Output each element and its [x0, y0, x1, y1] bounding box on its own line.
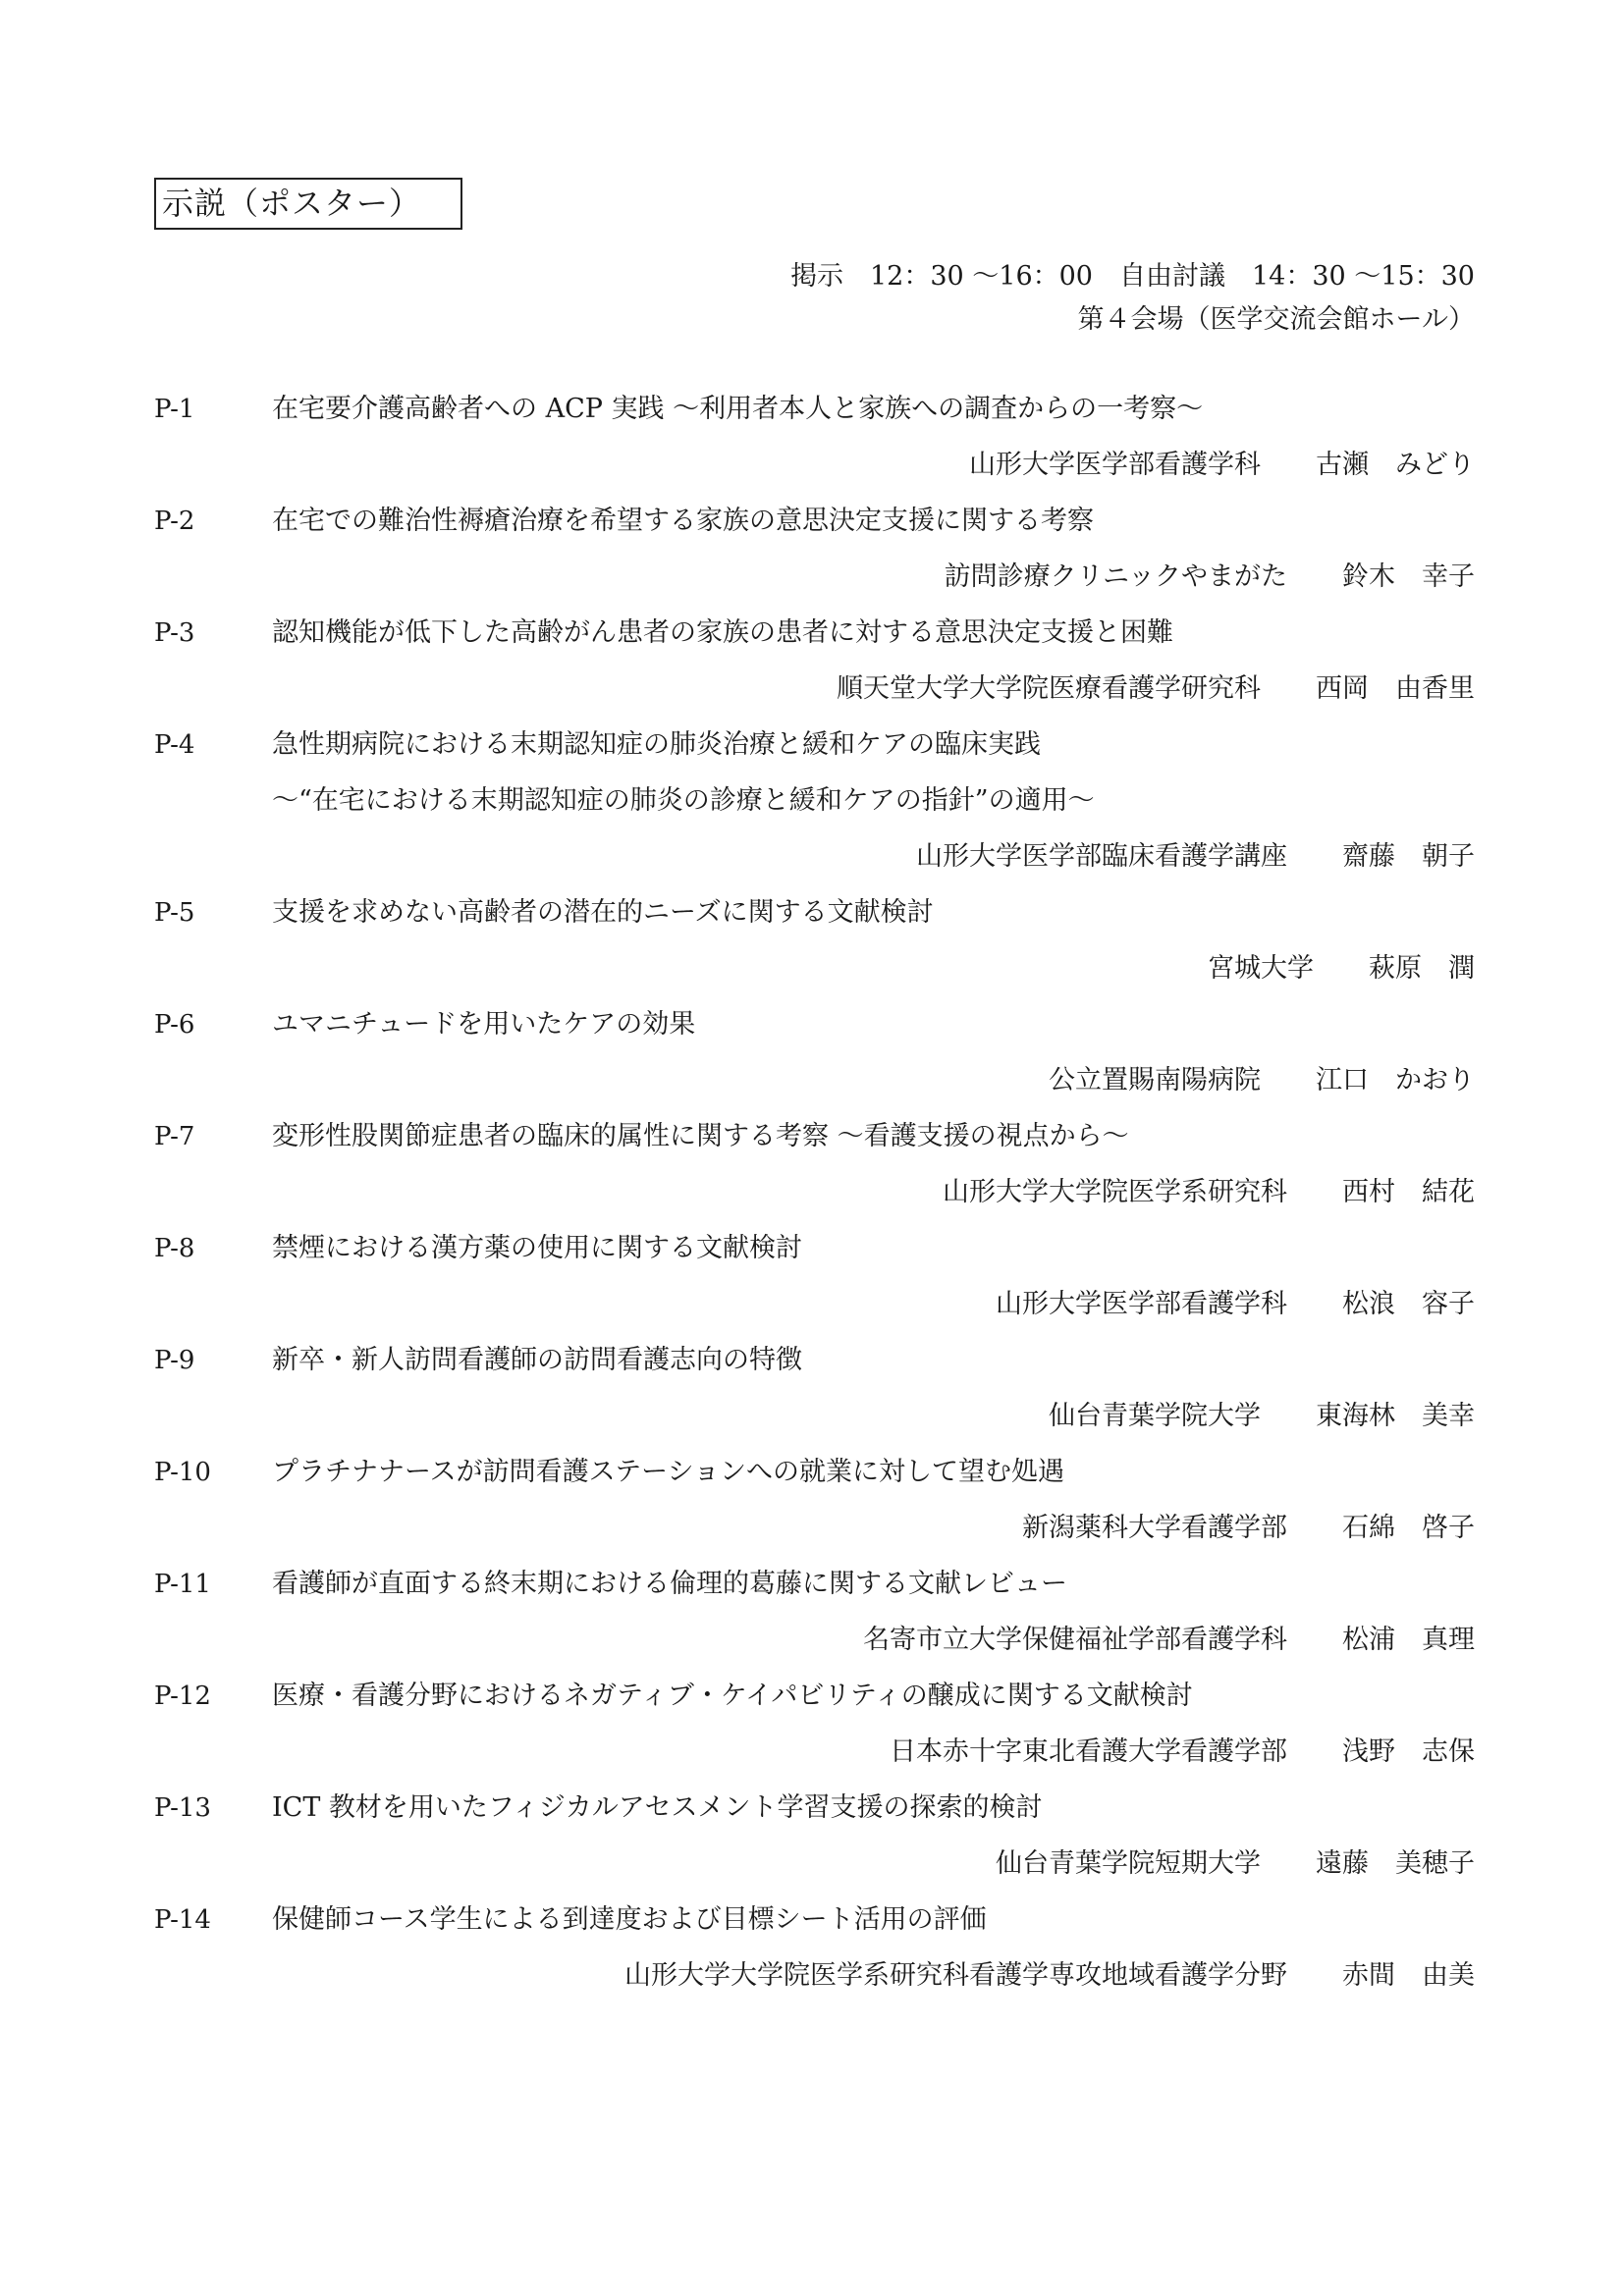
entry-title: 認知機能が低下した高齢がん患者の家族の患者に対する意思決定支援と困難 — [272, 617, 1173, 648]
author-group — [863, 1621, 1475, 1660]
entry-author: 江口 かおり — [1316, 1065, 1475, 1095]
poster-entry — [154, 390, 1475, 502]
section-title: 示説（ポスター） — [154, 178, 462, 230]
poster-entry — [154, 1789, 1475, 1900]
entry-title-row — [154, 1677, 1475, 1733]
entry-author-row — [154, 1173, 1475, 1229]
entry-title-row — [154, 1341, 1475, 1397]
entry-id: P-3 — [154, 618, 195, 648]
entry-author-row — [154, 1509, 1475, 1565]
entry-author: 浅野 志保 — [1342, 1736, 1475, 1767]
entry-affiliation: 山形大学大学院医学系研究科 — [943, 1177, 1287, 1207]
entry-author: 東海林 美幸 — [1316, 1401, 1475, 1431]
author-group — [996, 1844, 1475, 1884]
entry-author-row — [154, 1285, 1475, 1341]
entry-title: 支援を求めない高齢者の潜在的ニーズに関する文献検討 — [272, 897, 934, 928]
entry-id: P-1 — [154, 395, 195, 424]
entry-title-row — [154, 1117, 1475, 1173]
entry-affiliation: 順天堂大学大学院医療看護学研究科 — [837, 673, 1261, 704]
entry-title-row — [154, 390, 1475, 446]
entry-author: 松浪 容子 — [1342, 1289, 1475, 1319]
author-group — [945, 558, 1475, 597]
entry-author: 赤間 由美 — [1342, 1960, 1475, 1991]
entry-author-row — [154, 1061, 1475, 1117]
entry-author: 齋藤 朝子 — [1342, 841, 1475, 872]
entry-id: P-7 — [154, 1122, 195, 1151]
author-group — [1022, 1509, 1475, 1548]
author-group — [916, 837, 1475, 877]
author-group — [969, 446, 1475, 485]
entry-title-row — [154, 1229, 1475, 1285]
entry-id: P-6 — [154, 1010, 195, 1040]
entry-author: 鈴木 幸子 — [1342, 561, 1475, 592]
entry-affiliation: 日本赤十字東北看護大学看護学部 — [890, 1736, 1287, 1767]
entry-title-row — [154, 1565, 1475, 1621]
entry-author: 松浦 真理 — [1342, 1625, 1475, 1655]
venue: 第４会場（医学交流会館ホール） — [1077, 304, 1475, 335]
entry-title-row — [154, 1900, 1475, 1956]
entry-affiliation: 公立置賜南陽病院 — [1049, 1065, 1261, 1095]
entry-title: 在宅での難治性褥瘡治療を希望する家族の意思決定支援に関する考察 — [272, 506, 1094, 536]
entry-title-row — [154, 1453, 1475, 1509]
entry-title: ユマニチュードを用いたケアの効果 — [272, 1009, 696, 1040]
entry-affiliation: 仙台青葉学院大学 — [1049, 1401, 1261, 1431]
poster-entry-list — [154, 390, 1475, 2012]
poster-entry — [154, 1453, 1475, 1565]
entry-author-row — [154, 558, 1475, 614]
entry-title: 急性期病院における末期認知症の肺炎治療と緩和ケアの臨床実践 — [272, 729, 1041, 760]
entry-author: 西村 結花 — [1342, 1177, 1475, 1207]
poster-entry — [154, 893, 1475, 1005]
poster-entry — [154, 725, 1475, 893]
entry-affiliation: 山形大学医学部看護学科 — [969, 450, 1261, 480]
entry-author: 古瀬 みどり — [1316, 450, 1475, 480]
entry-author: 石綿 啓子 — [1342, 1513, 1475, 1543]
author-group — [1049, 1397, 1475, 1436]
entry-author: 萩原 潤 — [1369, 953, 1475, 984]
entry-title: 医療・看護分野におけるネガティブ・ケイパビリティの醸成に関する文献検討 — [272, 1681, 1193, 1711]
entry-title: 禁煙における漢方薬の使用に関する文献検討 — [272, 1233, 802, 1263]
entry-id: P-10 — [154, 1458, 211, 1487]
entry-id: P-9 — [154, 1346, 195, 1375]
entry-affiliation: 山形大学医学部臨床看護学講座 — [916, 841, 1287, 872]
entry-id: P-11 — [154, 1570, 211, 1599]
entry-affiliation: 仙台青葉学院短期大学 — [996, 1848, 1261, 1879]
poster-entry — [154, 1341, 1475, 1453]
poster-entry — [154, 1005, 1475, 1117]
author-group — [624, 1956, 1475, 1996]
entry-id: P-13 — [154, 1793, 211, 1823]
entry-affiliation: 名寄市立大学保健福祉学部看護学科 — [863, 1625, 1287, 1655]
entry-affiliation: 宮城大学 — [1208, 953, 1314, 984]
entry-title: プラチナナースが訪問看護ステーションへの就業に対して望む処遇 — [272, 1457, 1065, 1487]
author-group — [996, 1285, 1475, 1324]
entry-author-row — [154, 837, 1475, 893]
entry-title-row — [154, 781, 1475, 837]
entry-author-row — [154, 446, 1475, 502]
entry-author: 西岡 由香里 — [1316, 673, 1475, 704]
entry-id: P-14 — [154, 1905, 211, 1935]
entry-title: 保健師コース学生による到達度および目標シート活用の評価 — [272, 1904, 987, 1935]
poster-entry — [154, 1229, 1475, 1341]
entry-author-row — [154, 949, 1475, 1005]
entry-author-row — [154, 1397, 1475, 1453]
poster-entry — [154, 1677, 1475, 1789]
poster-entry — [154, 1565, 1475, 1677]
entry-author-row — [154, 1956, 1475, 2012]
entry-title-row — [154, 614, 1475, 669]
entry-title: 在宅要介護高齢者への ACP 実践 ～利用者本人と家族への調査からの一考察～ — [272, 394, 1204, 424]
entry-title-row — [154, 502, 1475, 558]
entry-id: P-5 — [154, 898, 195, 928]
entry-id: P-4 — [154, 730, 195, 760]
entry-title-row — [154, 725, 1475, 781]
poster-entry — [154, 1117, 1475, 1229]
poster-entry — [154, 614, 1475, 725]
author-group — [837, 669, 1475, 709]
entry-title-row — [154, 893, 1475, 949]
entry-affiliation: 山形大学医学部看護学科 — [996, 1289, 1287, 1319]
author-group — [1049, 1061, 1475, 1100]
entry-title: 変形性股関節症患者の臨床的属性に関する考察 ～看護支援の視点から～ — [272, 1121, 1129, 1151]
entry-affiliation: 訪問診療クリニックやまがた — [944, 561, 1287, 592]
entry-title: 看護師が直面する終末期における倫理的葛藤に関する文献レビュー — [272, 1569, 1067, 1599]
entry-title-row — [154, 1789, 1475, 1844]
entry-affiliation: 新潟薬科大学看護学部 — [1022, 1513, 1287, 1543]
author-group — [890, 1733, 1475, 1772]
entry-author-row — [154, 1844, 1475, 1900]
entry-id: P-8 — [154, 1234, 195, 1263]
entry-title: 新卒・新人訪問看護師の訪問看護志向の特徴 — [272, 1345, 802, 1375]
entry-author-row — [154, 1733, 1475, 1789]
entry-author: 遠藤 美穂子 — [1316, 1848, 1475, 1879]
poster-entry — [154, 1900, 1475, 2012]
entry-title: ICT 教材を用いたフィジカルアセスメント学習支援の探索的検討 — [272, 1792, 1043, 1823]
author-group — [943, 1173, 1475, 1212]
entry-title: ～“在宅における末期認知症の肺炎の診療と緩和ケアの指針”の適用～ — [272, 785, 1095, 816]
entry-affiliation: 山形大学大学院医学系研究科看護学専攻地域看護学分野 — [624, 1960, 1287, 1991]
author-group — [1208, 949, 1475, 988]
entry-id: P-12 — [154, 1682, 211, 1711]
schedule-times: 掲示 12：30 ～16：00 自由討議 14：30 ～15：30 — [789, 261, 1475, 292]
entry-author-row — [154, 1621, 1475, 1677]
poster-entry — [154, 502, 1475, 614]
entry-author-row — [154, 669, 1475, 725]
entry-id: P-2 — [154, 507, 195, 536]
entry-title-row — [154, 1005, 1475, 1061]
